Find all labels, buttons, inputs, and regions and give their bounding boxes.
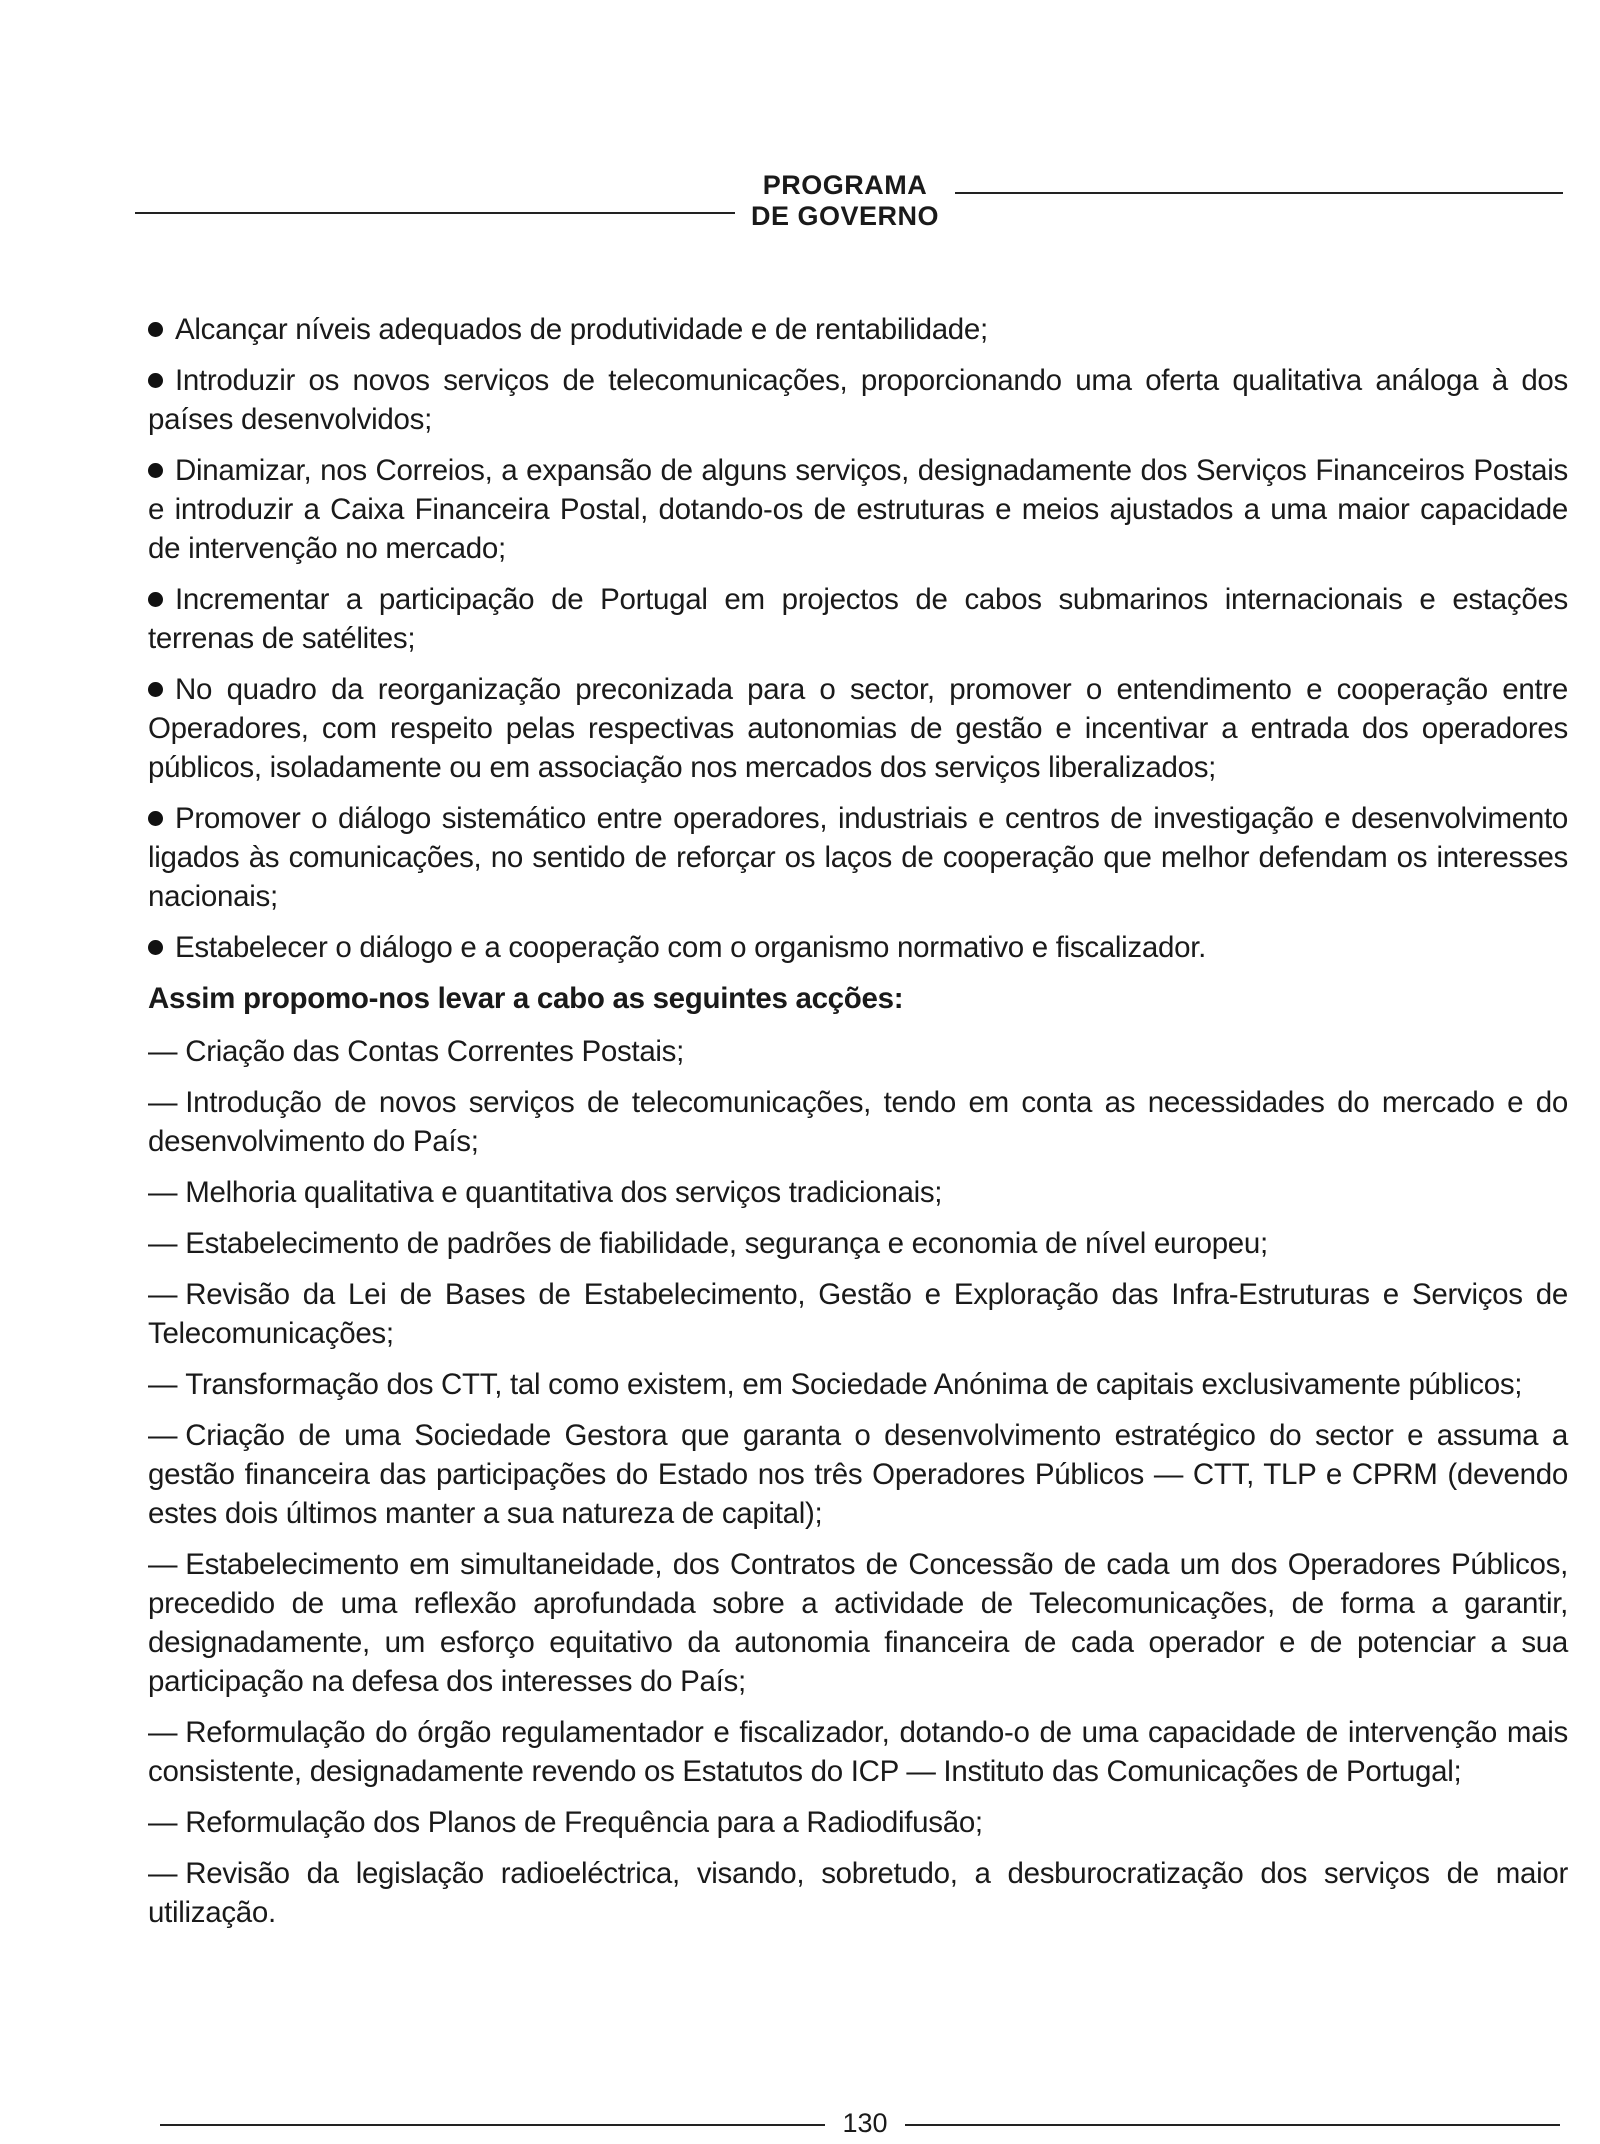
action-item [148, 1416, 1568, 1533]
header-title [740, 170, 950, 232]
action-item [148, 1713, 1568, 1791]
bullet-icon [148, 592, 163, 607]
bullet-text: Incrementar a participação de Portugal em projectos de cabos submarinos internacionais e estações terrenas de satélites; [148, 583, 1568, 655]
bullet-text: Introduzir os novos serviços de telecomunicações, proporcionando uma oferta qualitativa análoga à dos países desenvolvidos; [148, 364, 1568, 436]
bullet-item [148, 928, 1568, 967]
dash-marker: — [148, 1806, 178, 1839]
action-text: Reformulação dos Planos de Frequência para a Radiodifusão; [185, 1806, 983, 1839]
bullet-icon [148, 463, 163, 478]
bullet-item [148, 799, 1568, 916]
dash-marker: — [148, 1368, 178, 1401]
actions-list [148, 1032, 1568, 1932]
action-item [148, 1854, 1568, 1932]
bullet-item [148, 310, 1568, 349]
objectives-list [148, 310, 1568, 967]
document-body [148, 310, 1568, 1944]
dash-marker: — [148, 1857, 178, 1890]
bullet-icon [148, 811, 163, 826]
page-header [135, 170, 1565, 250]
action-item [148, 1032, 1568, 1071]
page-footer [160, 2108, 1560, 2138]
dash-marker: — [148, 1419, 178, 1452]
dash-marker: — [148, 1227, 178, 1260]
bullet-icon [148, 940, 163, 955]
action-text: Criação de uma Sociedade Gestora que garanta o desenvolvimento estratégico do sector e assuma a gestão financeira das participações do Estado nos três Operadores Públicos — CTT, TLP e CPRM (devendo estes dois últimos manter a sua natureza de capital); [148, 1419, 1568, 1530]
header-rule-right [955, 192, 1563, 194]
dash-marker: — [148, 1278, 178, 1311]
action-item [148, 1083, 1568, 1161]
bullet-text: Dinamizar, nos Correios, a expansão de alguns serviços, designadamente dos Serviços Financeiros Postais e introduzir a Caixa Financeira Postal, dotando-os de estruturas e meios ajustados a uma maior capacidade de intervenção no mercado; [148, 454, 1568, 565]
action-text: Revisão da Lei de Bases de Estabelecimento, Gestão e Exploração das Infra-Estruturas e Serviços de Telecomunicações; [148, 1278, 1568, 1350]
bullet-text: Alcançar níveis adequados de produtividade e de rentabilidade; [175, 313, 988, 346]
action-text: Reformulação do órgão regulamentador e fiscalizador, dotando-o de uma capacidade de intervenção mais consistente, designadamente revendo os Estatutos do ICP — Instituto das Comunicações de Portugal; [148, 1716, 1568, 1788]
action-text: Estabelecimento em simultaneidade, dos Contratos de Concessão de cada um dos Operadores Públicos, precedido de uma reflexão aprofundada sobre a actividade de Telecomunicações, de forma a garantir, designadamente, um esforço equitativo da autonomia financeira de cada operador e de potenciar a sua participação na defesa dos interesses do País; [148, 1548, 1568, 1698]
footer-rule-right [905, 2124, 1560, 2126]
header-rule-left [135, 212, 735, 214]
bullet-item [148, 670, 1568, 787]
bullet-text: Estabelecer o diálogo e a cooperação com o organismo normativo e fiscalizador. [175, 931, 1206, 964]
action-item [148, 1275, 1568, 1353]
dash-marker: — [148, 1176, 178, 1209]
dash-marker: — [148, 1035, 178, 1068]
action-item [148, 1224, 1568, 1263]
bullet-text: No quadro da reorganização preconizada para o sector, promover o entendimento e cooperação entre Operadores, com respeito pelas respectivas autonomias de gestão e incentivar a entrada dos operadores públicos, isoladamente ou em associação nos mercados dos serviços liberalizados; [148, 673, 1568, 784]
action-item [148, 1545, 1568, 1701]
dash-marker: — [148, 1086, 178, 1119]
action-text: Revisão da legislação radioeléctrica, visando, sobretudo, a desburocratização dos serviços de maior utilização. [148, 1857, 1568, 1929]
header-title-line1: PROGRAMA [762, 170, 928, 200]
action-item [148, 1803, 1568, 1842]
action-item [148, 1173, 1568, 1212]
footer-rule-left [160, 2124, 825, 2126]
action-text: Melhoria qualitativa e quantitativa dos serviços tradicionais; [185, 1176, 943, 1209]
action-text: Introdução de novos serviços de telecomunicações, tendo em conta as necessidades do mercado e do desenvolvimento do País; [148, 1086, 1568, 1158]
bullet-icon [148, 322, 163, 337]
header-title-line2: DE GOVERNO [750, 201, 940, 231]
bullet-item [148, 451, 1568, 568]
action-item [148, 1365, 1568, 1404]
bullet-icon [148, 373, 163, 388]
bullet-text: Promover o diálogo sistemático entre operadores, industriais e centros de investigação e desenvolvimento ligados às comunicações, no sentido de reforçar os laços de cooperação que melhor defendam os interesses nacionais; [148, 802, 1568, 913]
bullet-item [148, 580, 1568, 658]
bullet-icon [148, 682, 163, 697]
dash-marker: — [148, 1548, 178, 1581]
page-number: 130 [842, 2108, 888, 2138]
dash-marker: — [148, 1716, 178, 1749]
action-text: Transformação dos CTT, tal como existem, em Sociedade Anónima de capitais exclusivamente públicos; [185, 1368, 1523, 1401]
action-text: Estabelecimento de padrões de fiabilidade, segurança e economia de nível europeu; [185, 1227, 1268, 1260]
action-text: Criação das Contas Correntes Postais; [185, 1035, 685, 1068]
bullet-item [148, 361, 1568, 439]
section-heading: Assim propomo-nos levar a cabo as seguintes acções: [148, 982, 904, 1015]
